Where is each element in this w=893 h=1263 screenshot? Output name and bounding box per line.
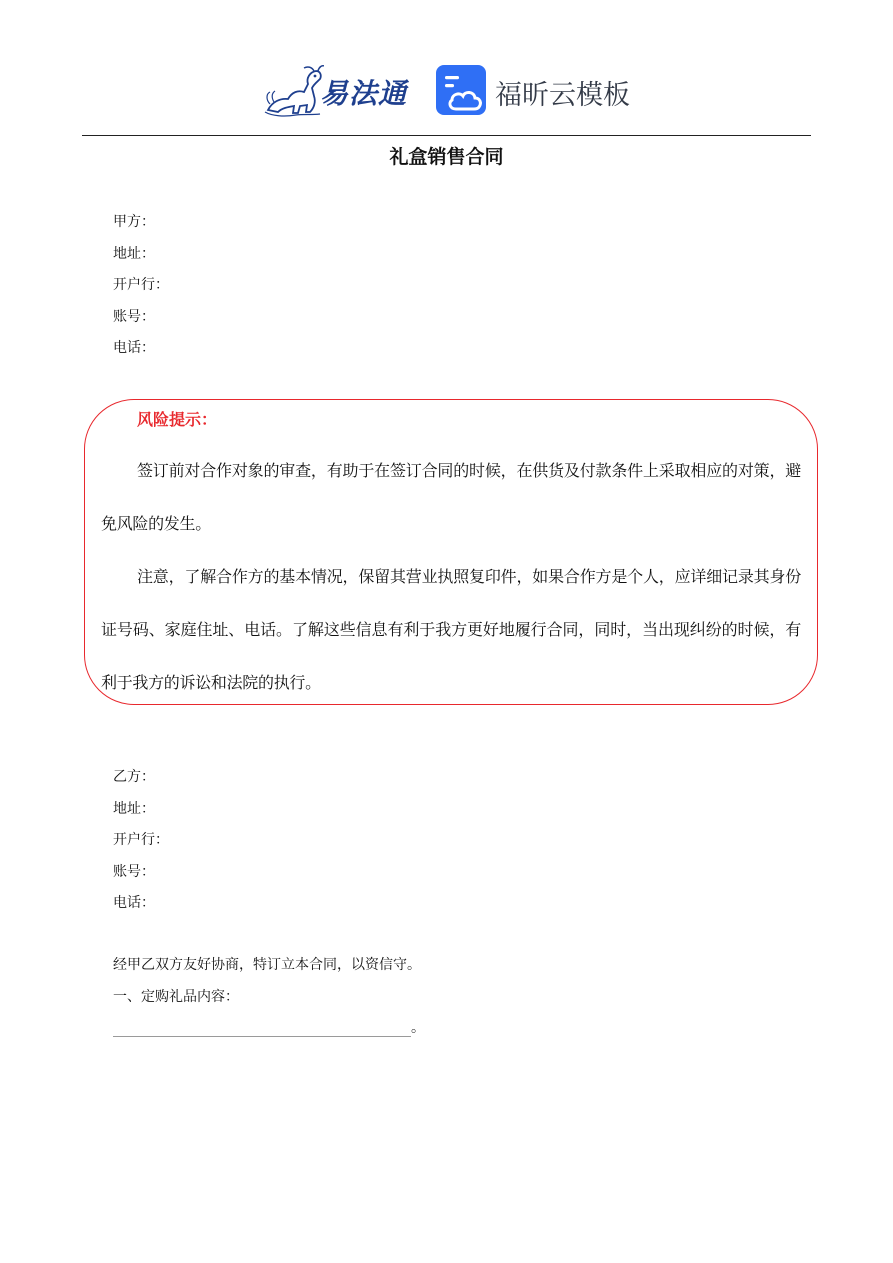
- document-title: 礼盒销售合同: [389, 146, 504, 168]
- fill-line-period: 。: [411, 1020, 425, 1036]
- fuxin-logo: [436, 65, 636, 117]
- risk-notice-paragraph: 签订前对合作对象的审查，有助于在签订合同的时候，在供货及付款条件上采取相应的对策，避免风险的发生。: [101, 461, 801, 533]
- gift-content-fill-line: [113, 1019, 813, 1051]
- party-b-phone-label: 电话：: [113, 895, 155, 911]
- party-a-info: [113, 213, 513, 371]
- header-logos: [0, 60, 893, 122]
- party-b-address-label: 地址：: [113, 800, 155, 817]
- contract-body: [113, 956, 813, 1051]
- party-a-account-label: 账号：: [113, 308, 155, 325]
- contract-intro: 经甲乙双方友好协商，特订立本合同，以资信守。: [113, 957, 421, 973]
- section-1-heading: 一、定购礼品内容：: [113, 988, 239, 1005]
- party-b-name-label: 乙方：: [113, 769, 155, 785]
- risk-notice-heading: 风险提示：: [137, 410, 218, 429]
- yifatong-logo: [262, 62, 412, 120]
- party-a-address-label: 地址：: [113, 245, 155, 262]
- party-b-account-label: 账号：: [113, 863, 155, 880]
- party-b-info: [113, 768, 513, 926]
- qilin-mascot-icon: [262, 62, 324, 118]
- fuxin-brand-text: 福昕云模板: [495, 80, 630, 111]
- header-divider: [82, 135, 811, 136]
- cloud-template-app-icon: [436, 65, 486, 115]
- blank-underline: [113, 1022, 411, 1037]
- party-a-name-label: 甲方：: [113, 214, 155, 230]
- party-b-bank-label: 开户行：: [113, 832, 169, 848]
- party-a-bank-label: 开户行：: [113, 277, 169, 293]
- yifatong-brand-text: 易法通: [320, 77, 408, 110]
- party-a-phone-label: 电话：: [113, 340, 155, 356]
- risk-notice-paragraph: 注意，了解合作方的基本情况，保留其营业执照复印件，如果合作方是个人，应详细记录其身份证号码、家庭住址、电话。了解这些信息有利于我方更好地履行合同，同时，当出现纠纷的时候，有利于我方的诉讼和法院的执行。: [101, 567, 801, 692]
